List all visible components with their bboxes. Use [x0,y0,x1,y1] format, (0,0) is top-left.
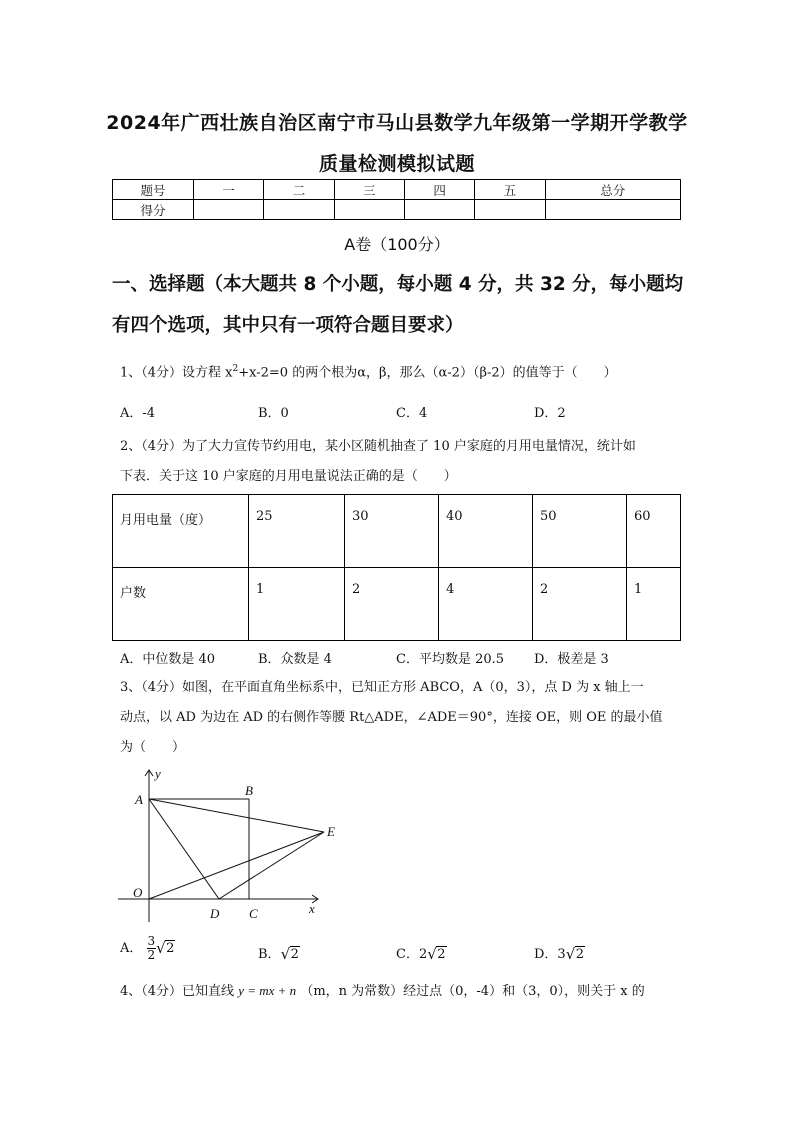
question-1 [120,354,680,388]
fraction-numerator: 3 [147,934,156,948]
q2-option-a[interactable]: A．中位数是 40 [120,652,216,667]
table-cell: 户数 [113,568,249,641]
sqrt [566,947,585,962]
q1-option-a[interactable]: A．-4 [120,406,156,421]
q3-option-d-label: D．3 [534,947,566,962]
q2-option-b[interactable]: B．众数是 4 [258,652,332,667]
question-4 [120,976,680,1007]
part1-heading-line1: 一、选择题（本大题共 8 个小题，每小题 4 分，共 32 分，每小题均 [112,274,684,295]
score-table [112,179,681,220]
sqrt [156,941,175,956]
score-cell[interactable] [475,200,545,220]
segment-oe [149,832,324,899]
table-cell: 1 [249,568,345,641]
q3-option-c-label: C．2 [396,947,428,962]
label-d: D [210,906,220,921]
radicand: 2 [166,941,175,956]
question-3-line1: 3、（4分）如图，在平面直角坐标系中，已知正方形 ABCO，A（0，3），点 D 为 x 轴上一 [120,680,644,695]
label-b: B [245,783,253,798]
question-2-line1: 2、（4分）为了大力宣传节约用电，某小区随机抽查了 10 户家庭的月用电量情况，统计如 [120,439,636,454]
q1-exponent: 2 [232,364,239,374]
label-x: x [309,901,315,916]
table-cell: 25 [249,495,345,568]
table-row [113,495,681,568]
table-cell: 2 [533,568,627,641]
radicand: 2 [437,947,446,962]
q3-option-c[interactable] [396,943,447,962]
score-cell[interactable] [404,200,474,220]
section-a-heading: A卷（100分） [344,235,450,254]
table-cell: 2 [345,568,439,641]
sqrt [427,947,446,962]
q4-text-post: （m，n 为常数）经过点（0，-4）和（3，0），则关于 x 的 [300,984,645,999]
table-cell: 1 [627,568,681,641]
score-header-cell: 五 [475,180,545,200]
q1-option-d[interactable]: D．2 [534,406,566,421]
label-y: y [155,766,161,781]
score-cell[interactable] [545,200,680,220]
q1-text-post: +x-2=0 的两个根为α，β，那么（α-2）（β-2）的值等于（ ） [238,365,617,381]
question-2-line2: 下表．关于这 10 户家庭的月用电量说法正确的是（ ） [120,469,457,484]
fraction-denominator: 2 [147,948,156,962]
score-table-header-row [113,180,681,200]
table-cell: 4 [439,568,533,641]
table-cell: 50 [533,495,627,568]
q2-option-c[interactable]: C．平均数是 20.5 [396,652,505,667]
score-header-cell: 一 [194,180,264,200]
exam-title-line1: 2024年广西壮族自治区南宁市马山县数学九年级第一学期开学教学 [106,112,688,134]
label-c: C [249,906,258,921]
table-cell: 30 [345,495,439,568]
q3-option-a[interactable] [120,935,175,962]
q3-option-b[interactable] [258,943,300,962]
score-cell[interactable] [194,200,264,220]
exam-title-line2: 质量检测模拟试题 [318,153,475,175]
segment-ad [149,799,219,899]
score-header-cell: 题号 [113,180,194,200]
score-cell[interactable] [264,200,334,220]
q4-formula: y = mx + n [238,983,297,998]
segment-de [219,832,324,899]
fraction [147,935,157,962]
score-header-cell: 二 [264,180,334,200]
electricity-table [112,494,681,641]
q2-option-d[interactable]: D．极差是 3 [534,652,609,667]
q1-option-b[interactable]: B．0 [258,406,289,421]
q4-text-pre: 4、（4分）已知直线 [120,984,235,999]
segment-ae [149,799,324,832]
sqrt [281,947,300,962]
label-a: A [135,792,143,807]
question-3-line3: 为（ ） [120,740,186,755]
q1-option-c[interactable]: C．4 [396,406,428,421]
score-header-cell: 四 [404,180,474,200]
q3-option-a-label: A． [120,941,143,956]
table-cell: 40 [439,495,533,568]
score-table-score-row [113,200,681,220]
q1-text-pre: 1、（4分）设方程 x [120,365,233,381]
q3-option-d[interactable] [534,943,585,962]
table-cell: 月用电量（度） [113,495,249,568]
score-header-cell: 三 [334,180,404,200]
score-cell[interactable] [334,200,404,220]
score-row-label: 得分 [113,200,194,220]
table-cell: 60 [627,495,681,568]
part1-heading-line2: 有四个选项，其中只有一项符合题目要求） [112,315,464,336]
q3-option-b-label: B． [258,947,281,962]
question-3-line2: 动点，以 AD 为边在 AD 的右侧作等腰 Rt△ADE，∠ADE＝90°，连接 OE，则 OE 的最小值 [120,710,663,725]
radicand: 2 [290,947,299,962]
coordinate-geometry-figure [118,764,340,924]
score-header-cell: 总分 [545,180,680,200]
label-o: O [133,885,143,900]
label-e: E [327,824,335,839]
table-row [113,568,681,641]
radicand: 2 [575,947,584,962]
